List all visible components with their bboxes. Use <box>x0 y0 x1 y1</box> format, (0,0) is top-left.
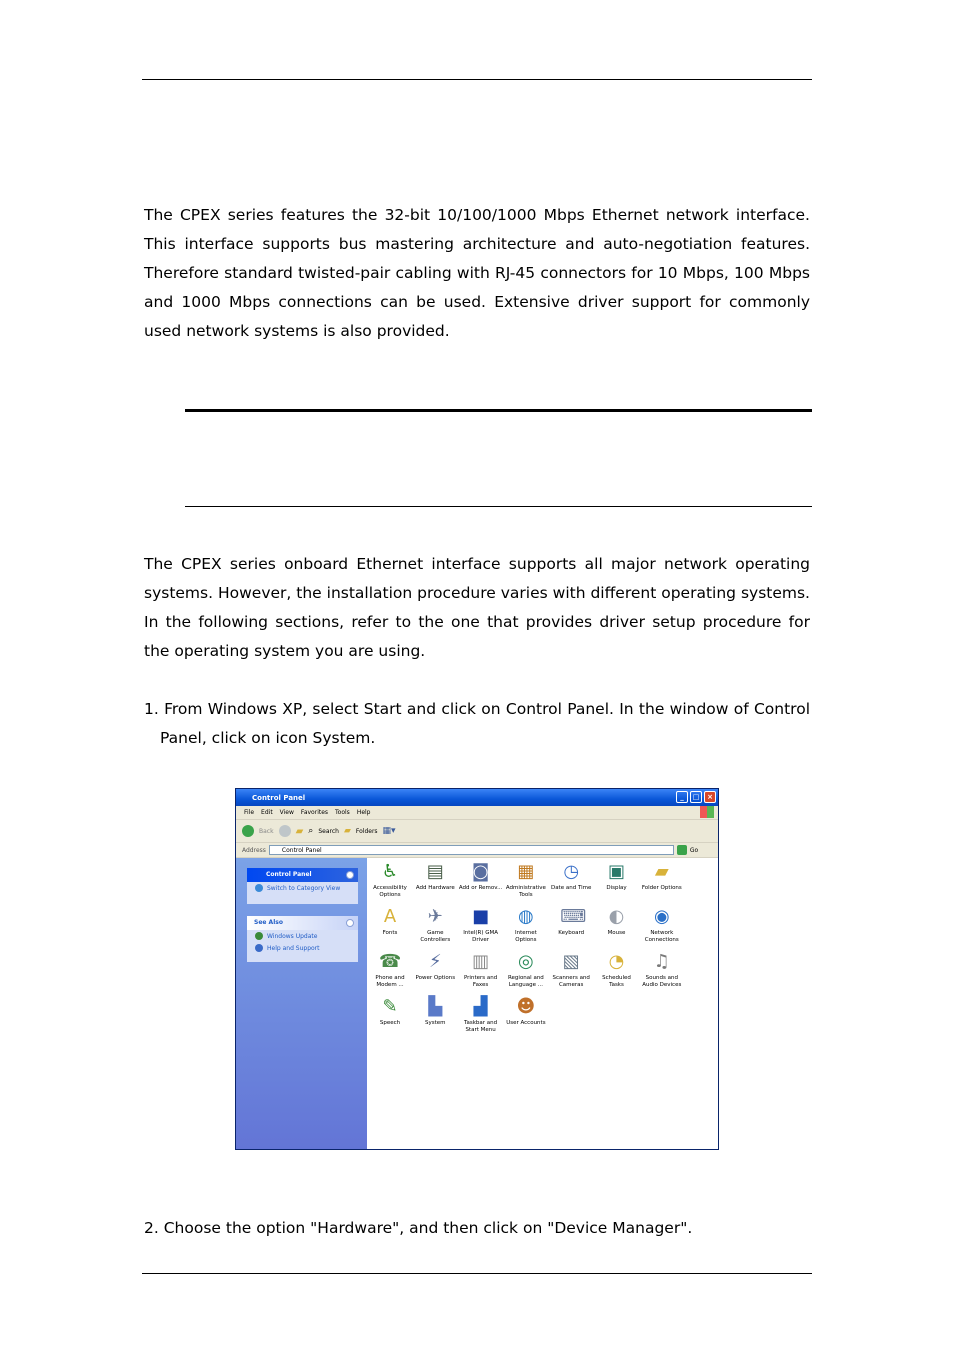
sounds-and-audio-devices-icon: ♫ <box>653 951 670 972</box>
phone-and-modem-icon: ☎ <box>379 951 402 972</box>
footer-rule <box>142 1273 812 1274</box>
cp-item-system[interactable] <box>413 996 457 1027</box>
menu-item-favorites[interactable]: Favorites <box>300 809 329 816</box>
network-connections-icon: ◉ <box>653 906 670 927</box>
cp-item-network-connections[interactable] <box>640 906 684 944</box>
intro-paragraph: The CPEX series features the 32-bit 10/100/1000 Mbps Ethernet network interface. This interface supports bus mastering architecture and auto-negotiation features. Therefore standard twisted-pair cabling with RJ-45 connectors for 10 Mbps, 100 Mbps and 1000 Mbps connections can be used. Extensive driver support for commonly used network systems is also provided. <box>144 206 810 340</box>
collapse-icon[interactable] <box>346 919 354 927</box>
cp-item-label: Add Hardware <box>415 885 455 891</box>
cp-item-label: Folder Options <box>641 885 682 891</box>
windows-update-icon <box>255 932 263 940</box>
switch-category-link[interactable]: Switch to Category View <box>247 882 358 894</box>
menu-item-file[interactable]: File <box>244 809 255 816</box>
up-folder-icon[interactable]: ▰ <box>295 825 304 837</box>
power-options-icon: ⚡ <box>428 951 442 972</box>
back-label[interactable]: Back <box>259 827 274 835</box>
go-button[interactable]: Go <box>689 846 699 854</box>
cp-item-game-controllers[interactable] <box>413 906 457 944</box>
address-field[interactable]: Control Panel <box>269 845 674 855</box>
header-rule <box>142 79 812 80</box>
cp-item-fonts[interactable] <box>368 906 412 937</box>
cp-item-label: Power Options <box>415 975 456 981</box>
cp-item-label: Intel(R) GMA Driver <box>463 930 498 943</box>
window-title-bar <box>236 789 718 806</box>
cp-item-regional-and-language[interactable] <box>504 951 548 989</box>
scanners-and-cameras-icon: ▧ <box>562 951 580 972</box>
os-paragraph: The CPEX series onboard Ethernet interface supports all major network operating systems. However, the installation procedure varies with different operating systems. In the following sections, refer to the one that provides driver setup procedure for the operating system you are using. <box>144 555 810 660</box>
cp-item-label: Internet Options <box>514 930 537 943</box>
cp-item-power-options[interactable] <box>413 951 457 982</box>
cp-item-display[interactable] <box>595 861 639 892</box>
cp-item-accessibility-options[interactable] <box>368 861 412 899</box>
display-icon: ▣ <box>607 861 625 882</box>
cp-item-scheduled-tasks[interactable] <box>595 951 639 989</box>
add-hardware-icon: ▤ <box>426 861 444 882</box>
go-icon[interactable] <box>677 845 687 855</box>
cp-item-date-and-time[interactable] <box>549 861 593 892</box>
cp-item-label: Administrative Tools <box>505 885 546 898</box>
menu-item-help[interactable]: Help <box>356 809 371 816</box>
control-panel-screenshot <box>235 788 719 1150</box>
fonts-icon: A <box>383 906 397 927</box>
control-panel-task-box <box>247 868 358 904</box>
forward-icon[interactable] <box>279 825 291 837</box>
cp-item-taskbar-and-start-menu[interactable] <box>459 996 503 1034</box>
system-icon: ▙ <box>428 996 443 1017</box>
cp-item-label: Date and Time <box>550 885 592 891</box>
menu-item-edit[interactable]: Edit <box>261 809 273 816</box>
cp-item-label: Keyboard <box>558 930 585 936</box>
cp-item-label: Sounds and Audio Devices <box>642 975 682 988</box>
cp-item-label: Game Controllers <box>420 930 451 943</box>
cp-item-label: Accessibility Options <box>373 885 407 898</box>
see-also-header[interactable]: See Also <box>247 916 358 930</box>
cp-item-phone-and-modem[interactable] <box>368 951 412 989</box>
address-bar <box>236 843 718 858</box>
administrative-tools-icon: ▦ <box>517 861 535 882</box>
cp-item-label: Fonts <box>382 930 398 936</box>
intel-r-gma-driver-icon: ■ <box>472 906 490 927</box>
section-rule-thin <box>185 506 812 507</box>
cp-item-label: Printers and Faxes <box>463 975 498 988</box>
cp-item-add-or-remov[interactable] <box>459 861 503 892</box>
maximize-button[interactable]: □ <box>690 791 702 803</box>
date-and-time-icon: ◷ <box>563 861 580 882</box>
menu-bar <box>236 806 718 820</box>
search-icon[interactable]: ⌕ <box>308 826 314 836</box>
menu-item-tools[interactable]: Tools <box>335 809 350 816</box>
help-icon <box>255 944 263 952</box>
icon-view <box>367 858 718 1149</box>
cp-item-intel-r-gma-driver[interactable] <box>459 906 503 944</box>
internet-options-icon: ◍ <box>518 906 534 927</box>
cp-item-keyboard[interactable] <box>549 906 593 937</box>
cp-item-label: Regional and Language ... <box>507 975 544 988</box>
category-view-icon <box>255 884 263 892</box>
cp-item-label: User Accounts <box>506 1020 546 1026</box>
speech-icon: ✎ <box>382 996 398 1017</box>
cp-item-user-accounts[interactable] <box>504 996 548 1027</box>
back-icon[interactable] <box>242 825 254 837</box>
task-box-title: Control Panel <box>266 871 312 878</box>
cp-item-scanners-and-cameras[interactable] <box>549 951 593 989</box>
views-icon[interactable]: ▦▾ <box>382 826 396 836</box>
game-controllers-icon: ✈ <box>427 906 443 927</box>
cp-item-folder-options[interactable] <box>640 861 684 892</box>
cp-item-label: Display <box>606 885 627 891</box>
cp-item-printers-and-faxes[interactable] <box>459 951 503 989</box>
scheduled-tasks-icon: ◔ <box>608 951 625 972</box>
section-rule-thick <box>185 409 812 412</box>
cp-item-label: Network Connections <box>644 930 679 943</box>
address-label: Address <box>242 846 266 854</box>
see-also-box <box>247 916 358 962</box>
cp-item-speech[interactable] <box>368 996 412 1027</box>
task-pane <box>236 858 367 1149</box>
cp-item-administrative-tools[interactable] <box>504 861 548 899</box>
close-button[interactable]: × <box>704 791 716 803</box>
taskbar-and-start-menu-icon: ▟ <box>473 996 488 1017</box>
accessibility-options-icon: ♿ <box>381 861 399 882</box>
cp-item-label: Speech <box>379 1020 401 1026</box>
printers-and-faxes-icon: ▥ <box>472 951 490 972</box>
cp-item-label: Phone and Modem ... <box>375 975 405 988</box>
task-box-header[interactable] <box>247 868 358 882</box>
step-1: 1. From Windows XP, select Start and click on Control Panel. In the window of Control Panel, click on icon System. <box>144 700 810 747</box>
window-body <box>236 858 718 1149</box>
cp-item-internet-options[interactable] <box>504 906 548 944</box>
mouse-icon: ◐ <box>608 906 625 927</box>
regional-and-language-icon: ◎ <box>518 951 534 972</box>
folders-button[interactable]: Folders <box>355 827 378 835</box>
folder-options-icon: ▰ <box>654 861 669 882</box>
windows-logo-icon <box>700 806 714 818</box>
cp-item-label: Scheduled Tasks <box>602 975 631 988</box>
cp-item-mouse[interactable] <box>595 906 639 937</box>
folders-icon[interactable]: ▰ <box>343 826 351 836</box>
menu-item-view[interactable]: View <box>279 809 294 816</box>
cp-item-label: Scanners and Cameras <box>552 975 590 988</box>
step-2: 2. Choose the option "Hardware", and then click on "Device Manager". <box>144 1219 693 1237</box>
search-button[interactable]: Search <box>318 827 339 835</box>
collapse-icon[interactable] <box>346 871 354 879</box>
cp-item-sounds-and-audio-devices[interactable] <box>640 951 684 989</box>
cp-item-label: Add or Remov... <box>458 885 503 891</box>
toolbar <box>236 820 718 843</box>
keyboard-icon: ⌨ <box>560 906 587 927</box>
help-support-link[interactable]: Help and Support <box>247 942 358 954</box>
windows-update-link[interactable]: Windows Update <box>247 930 358 942</box>
window-title: Control Panel <box>252 793 306 802</box>
cp-item-add-hardware[interactable] <box>413 861 457 892</box>
user-accounts-icon: ☻ <box>516 996 536 1017</box>
cp-item-label: System <box>425 1020 446 1026</box>
minimize-button[interactable]: _ <box>676 791 688 803</box>
add-or-remov-icon: ◙ <box>471 861 490 882</box>
cp-item-label: Taskbar and Start Menu <box>464 1020 498 1033</box>
cp-item-label: Mouse <box>607 930 626 936</box>
